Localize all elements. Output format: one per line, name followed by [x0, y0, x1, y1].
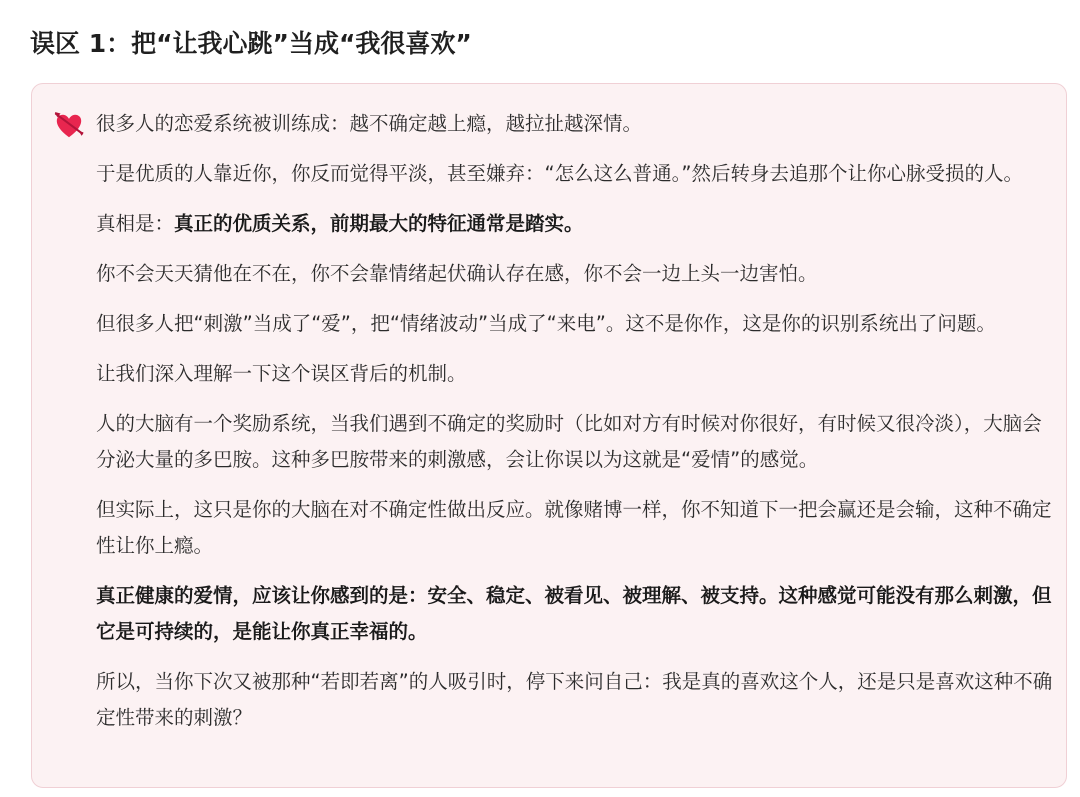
paragraph-6: 让我们深入理解一下这个误区背后的机制。	[96, 362, 467, 385]
truth-label: 真相是：	[96, 212, 175, 235]
paragraph-3	[96, 206, 1056, 242]
paragraph-8: 但实际上，这只是你的大脑在对不确定性做出反应。就像赌博一样，你不知道下一把会赢还是会输，这种不确定性让你上瘾。	[96, 498, 1052, 557]
paragraph-10: 所以，当你下次又被那种“若即若离”的人吸引时，停下来问自己：我是真的喜欢这个人，还是只是喜欢这种不确定性带来的刺激？	[96, 670, 1053, 729]
section-heading: 误区 1：把“让我心跳”当成“我很喜欢”	[30, 29, 472, 58]
paragraph-2: 于是优质的人靠近你，你反而觉得平淡，甚至嫌弃：“怎么这么普通。”然后转身去追那个让你心脉受损的人。	[96, 162, 1023, 185]
paragraph-9-emphasis: 真正健康的爱情，应该让你感到的是：安全、稳定、被看见、被理解、被支持。这种感觉可能没有那么刺激，但它是可持续的，是能让你真正幸福的。	[96, 584, 1052, 643]
paragraph-1: 很多人的恋爱系统被训练成：越不确定越上瘾，越拉扯越深情。	[96, 112, 643, 135]
paragraph-5: 但很多人把“刺激”当成了“爱”，把“情绪波动”当成了“来电”。这不是你作，这是你的识别系统出了问题。	[96, 312, 996, 335]
card-body	[96, 106, 1056, 750]
paragraph-4: 你不会天天猜他在不在，你不会靠情绪起伏确认存在感，你不会一边上头一边害怕。	[96, 262, 818, 285]
callout-card	[31, 83, 1067, 788]
paragraph-7: 人的大脑有一个奖励系统，当我们遇到不确定的奖励时（比如对方有时候对你很好，有时候又很冷淡），大脑会分泌大量的多巴胺。这种多巴胺带来的刺激感，会让你误以为这就是“爱情”的感觉。	[96, 412, 1042, 471]
heart-arrow-icon	[54, 111, 84, 141]
truth-statement: 真正的优质关系，前期最大的特征通常是踏实。	[174, 212, 584, 235]
